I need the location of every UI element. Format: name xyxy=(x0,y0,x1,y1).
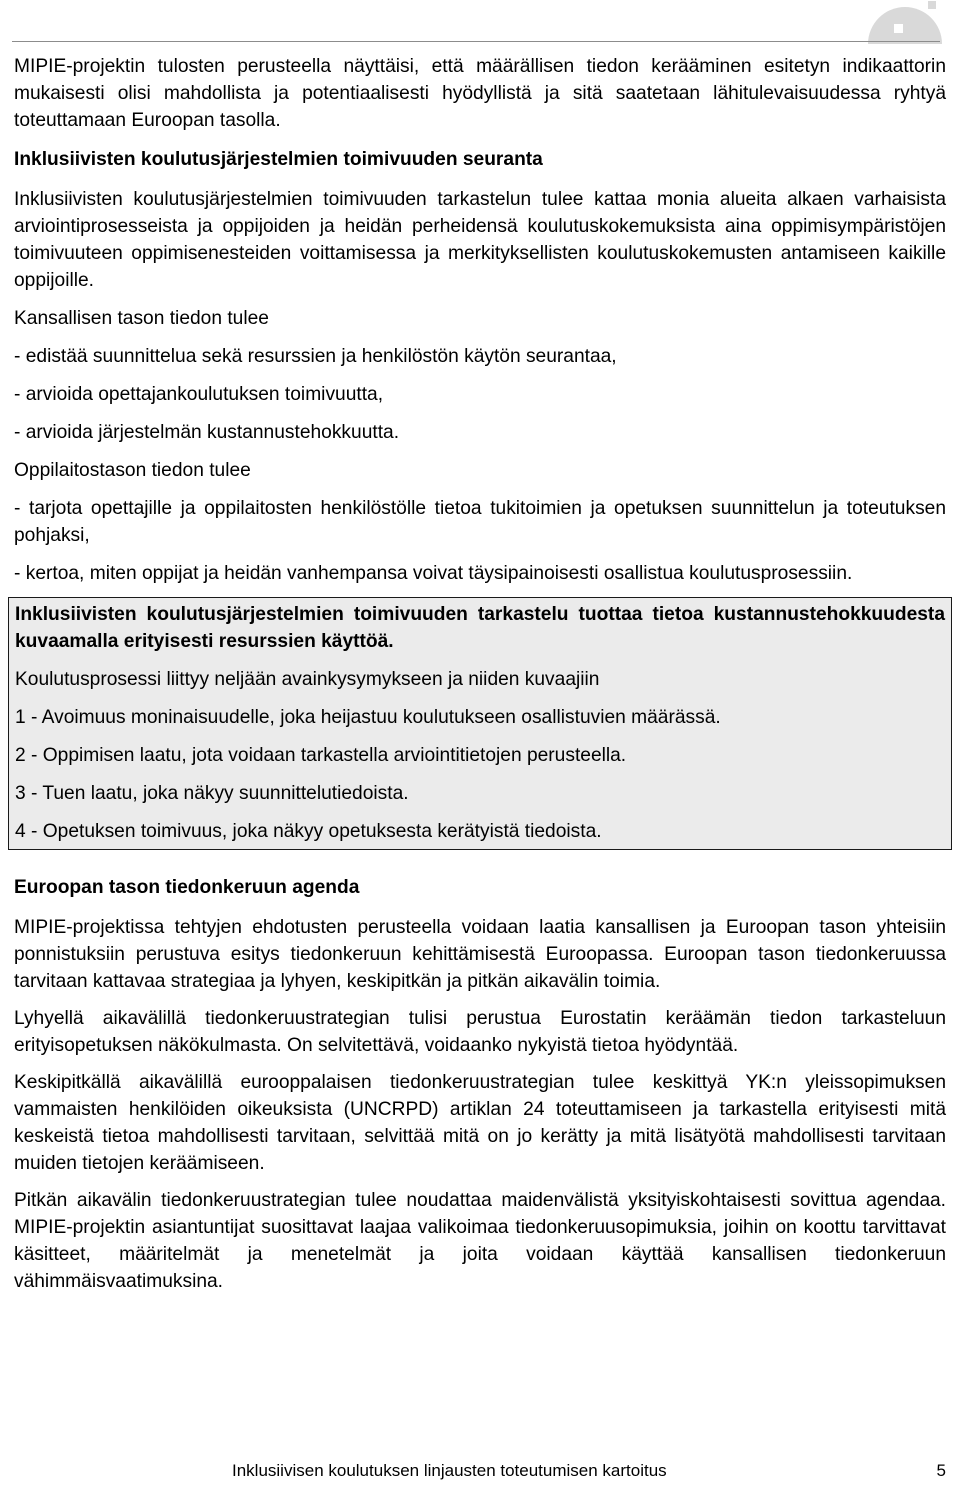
key-question-item: 4 - Opetuksen toimivuus, joka näkyy opetuksesta kerätyistä tiedoista. xyxy=(15,821,602,842)
highlight-box-heading: Inklusiivisten koulutusjärjestelmien toimivuuden tarkastelu tuottaa tietoa kustannustehokkuudesta kuvaamalla erityisesti resurssien käyttöä. xyxy=(15,604,945,652)
agenda-paragraph: Keskipitkällä aikavälillä eurooppalaisen tiedonkeruustrategian tulee keskittyä YK:n yleissopimuksen vammaisten henkilöiden oikeuksista (UNCRPD) artiklan 24 toteuttamiseen ja tarkastella erityisesti mitä keskeistä tietoa mahdollisesti tarvitaan, selvittää mitä on jo kerätty ja mitä lisätyötä mahdollisesti tarvitaan muiden tietojen keräämiseen. xyxy=(14,1072,946,1174)
school-level-intro: Oppilaitostason tiedon tulee xyxy=(14,460,251,481)
footer-title: Inklusiivisen koulutuksen linjausten toteutumisen kartoitus xyxy=(232,1461,667,1480)
key-question-item: 3 - Tuen laatu, joka näkyy suunnittelutiedoista. xyxy=(15,783,409,804)
agenda-paragraph: Pitkän aikavälin tiedonkeruustrategian tulee noudattaa maidenvälistä yksityiskohtaisesti sovittua agendaa. MIPIE-projektin asiantuntijat suosittavat laajaa valikoimaa tiedonkeruusopimuksia, joihin on koottu tarvittavat käsitteet, määritelmät ja menetelmät ja joita voidaan käyttää kansallisen tiedonkeruun vähimmäisvaatimuksina. xyxy=(14,1190,946,1292)
key-question-item: 2 - Oppimisen laatu, jota voidaan tarkastella arviointitietojen perusteella. xyxy=(15,745,627,766)
header-rule xyxy=(12,41,940,42)
agenda-paragraph: MIPIE-projektissa tehtyjen ehdotusten perusteella voidaan laatia kansallisen ja Euroopan tason yhteisiin ponnistuksiin perustuva esitys tiedonkeruun kehittämisestä Euroopassa. Euroopan tason tiedonkeruussa tarvitaan kattavaa strategiaa ja lyhyen, keskipitkän ja pitkän aikavälin toimia. xyxy=(14,917,946,992)
monitoring-paragraph: Inklusiivisten koulutusjärjestelmien toimivuuden tarkastelun tulee kattaa monia alueita alkaen varhaisista arviointiprosesseista ja oppijoiden ja heidän perheidensä koulutuskokemuksista aina oppimisympäristöjen toimivuuteen oppimisenesteiden voittamisessa ja merkityksellisten koulutuskokemusten antamiseen kaikille oppijoille. xyxy=(14,189,946,291)
key-questions-intro: Koulutusprosessi liittyy neljään avainkysymykseen ja niiden kuvaajiin xyxy=(15,669,600,690)
page-number: 5 xyxy=(936,1461,946,1480)
agency-logo-icon xyxy=(862,0,948,44)
national-level-item: - arvioida järjestelmän kustannustehokkuutta. xyxy=(14,422,400,443)
school-level-item: - kertoa, miten oppijat ja heidän vanhempansa voivat täysipainoisesti osallistua koulutusprosessiin. xyxy=(14,563,853,584)
key-question-item: 1 - Avoimuus moninaisuudelle, joka heijastuu koulutukseen osallistuvien määrässä. xyxy=(15,707,721,728)
section-heading-agenda: Euroopan tason tiedonkeruun agenda xyxy=(14,877,360,898)
section-heading-monitoring: Inklusiivisten koulutusjärjestelmien toimivuuden seuranta xyxy=(14,149,543,170)
intro-paragraph: MIPIE-projektin tulosten perusteella näyttäisi, että määrällisen tiedon kerääminen esitetyn indikaattorin mukaisesti olisi mahdollista ja potentiaalisesti hyödyllistä ja sitä saatetaan lähitulevaisuudessa ryhtyä toteuttamaan Euroopan tasolla. xyxy=(14,56,946,131)
national-level-intro: Kansallisen tason tiedon tulee xyxy=(14,308,269,329)
highlight-box xyxy=(8,597,952,850)
page-content xyxy=(14,53,946,1295)
school-level-item: - tarjota opettajille ja oppilaitosten henkilöstölle tietoa tukitoimien ja opetuksen suunnittelun ja toteutuksen pohjaksi, xyxy=(14,498,946,546)
agenda-paragraph: Lyhyellä aikavälillä tiedonkeruustrategian tulisi perustua Eurostatin keräämän tiedon tarkasteluun erityisopetuksen näkökulmasta. On selvitettävä, voidaanko nykyistä tietoa hyödyntää. xyxy=(14,1008,946,1056)
national-level-item: - edistää suunnittelua sekä resurssien ja henkilöstön käytön seurantaa, xyxy=(14,346,617,367)
national-level-item: - arvioida opettajankoulutuksen toimivuutta, xyxy=(14,384,384,405)
